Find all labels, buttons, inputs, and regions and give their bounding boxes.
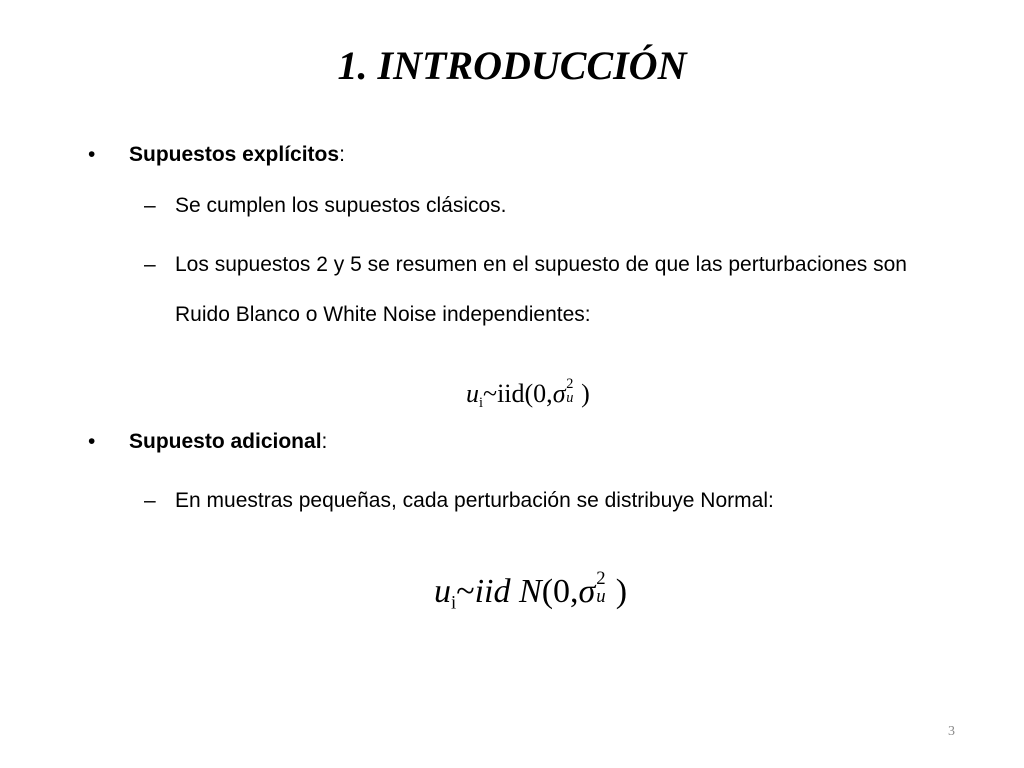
formula-dist: N [519, 573, 542, 610]
formula-sigma-scripts [566, 376, 582, 407]
bullet-suffix: : [339, 143, 345, 166]
bullet-marker: • [88, 143, 96, 166]
formula-sigma: σ [552, 379, 566, 408]
formula-sigma-sup: 2 [566, 376, 574, 393]
formula-open: (0, [541, 573, 579, 610]
bullet-heading: Supuestos explícitos [129, 143, 340, 166]
formula-open: (0, [524, 379, 553, 408]
formula-var-subscript: i [451, 592, 457, 614]
dash-marker: – [144, 253, 156, 276]
formula-var: u [434, 573, 451, 610]
formula-var: u [466, 379, 479, 408]
formula-close: ) [581, 379, 590, 408]
formula-sigma-scripts [595, 567, 615, 608]
subitem-text: En muestras pequeñas, cada perturbación se distribuye Normal: [175, 489, 774, 512]
formula-sigma-sub: u [596, 586, 606, 608]
bullet-item-supuestos-explicitos [129, 141, 345, 169]
formula-operator: ~ [482, 379, 498, 408]
formula-sigma-sup: 2 [596, 567, 606, 589]
bullet-suffix: : [321, 430, 328, 453]
bullet-item-supuesto-adicional [129, 428, 327, 456]
subitem-text: Los supuestos 2 y 5 se resumen en el supuesto de que las perturbaciones son [175, 253, 907, 276]
formula-iid [466, 376, 590, 419]
formula-close: ) [615, 573, 628, 610]
bullet-heading: Supuesto adicional [129, 430, 322, 453]
formula-func: iid [474, 573, 511, 610]
page-number: 3 [948, 724, 955, 739]
formula-func: iid [497, 379, 525, 408]
subitem-text: Se cumplen los supuestos clásicos. [175, 194, 507, 217]
formula-operator: ~ [456, 573, 475, 610]
dash-marker: – [144, 194, 156, 217]
subitem-text-continued: Ruido Blanco o White Noise independientes: [175, 303, 591, 326]
slide-title: 1. INTRODUCCIÓN [337, 43, 687, 88]
formula-var-subscript: i [479, 395, 483, 411]
formula-sigma-sub: u [566, 390, 574, 407]
dash-marker: – [144, 489, 156, 512]
formula-iid-normal [434, 568, 627, 625]
bullet-marker: • [88, 430, 96, 453]
formula-sigma: σ [578, 573, 596, 610]
